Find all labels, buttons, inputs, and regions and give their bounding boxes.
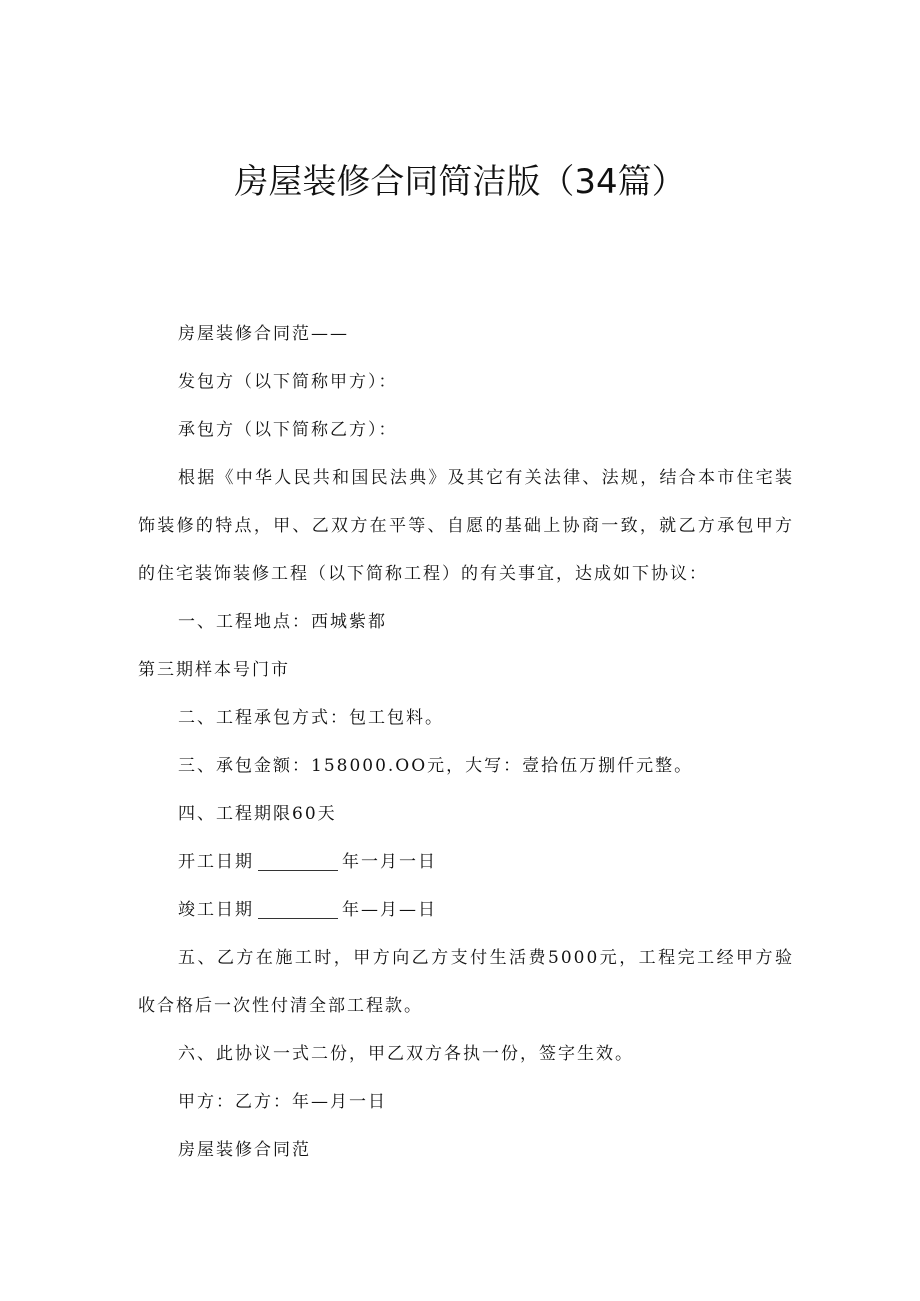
paragraph-contract-method: 二、工程承包方式：包工包料。 [178, 708, 444, 728]
completion-date-tail: 年—月—日 [342, 900, 437, 920]
paragraph-next-contract-heading: 房屋装修合同范 [178, 1140, 311, 1160]
paragraph-preamble: 根据《中华人民共和国民法典》及其它有关法律、法规，结合本市住宅装饰装修的特点，甲、乙双方在平等、自愿的基础上协商一致，就乙方承包甲方的住宅装饰装修工程（以下简称工程）的有关事宜，达成如下协议： [138, 468, 794, 584]
paragraph-contract-amount: 三、承包金额：158000.OO元，大写：壹拾伍万捌仟元整。 [178, 756, 694, 776]
paragraph-duration: 四、工程期限60天 [178, 804, 337, 824]
paragraph-signatures: 甲方：乙方：年—月一日 [178, 1092, 387, 1112]
paragraph-location: 一、工程地点：西城紫都 [178, 612, 387, 632]
paragraph-completion-date [138, 886, 794, 934]
paragraph-party-a: 发包方（以下简称甲方）： [178, 372, 398, 392]
paragraph-party-b: 承包方（以下简称乙方）： [178, 420, 398, 440]
paragraph-copies: 六、此协议一式二份，甲乙双方各执一份，签字生效。 [178, 1044, 634, 1064]
start-date-blank [258, 852, 338, 871]
start-date-label: 开工日期 [178, 852, 254, 872]
start-date-tail: 年一月一日 [342, 852, 437, 872]
completion-date-label: 竣工日期 [178, 900, 254, 920]
paragraph-location-detail: 第三期样本号门市 [138, 660, 290, 680]
paragraph-contract-heading: 房屋装修合同范—— [178, 324, 349, 344]
paragraph-start-date [138, 838, 794, 886]
paragraph-payment: 五、乙方在施工时，甲方向乙方支付生活费5000元，工程完工经甲方验收合格后一次性付清全部工程款。 [138, 948, 794, 1016]
completion-date-blank [258, 900, 338, 919]
document-body [138, 310, 794, 1174]
document-title: 房屋装修合同简洁版（34篇） [234, 162, 686, 202]
